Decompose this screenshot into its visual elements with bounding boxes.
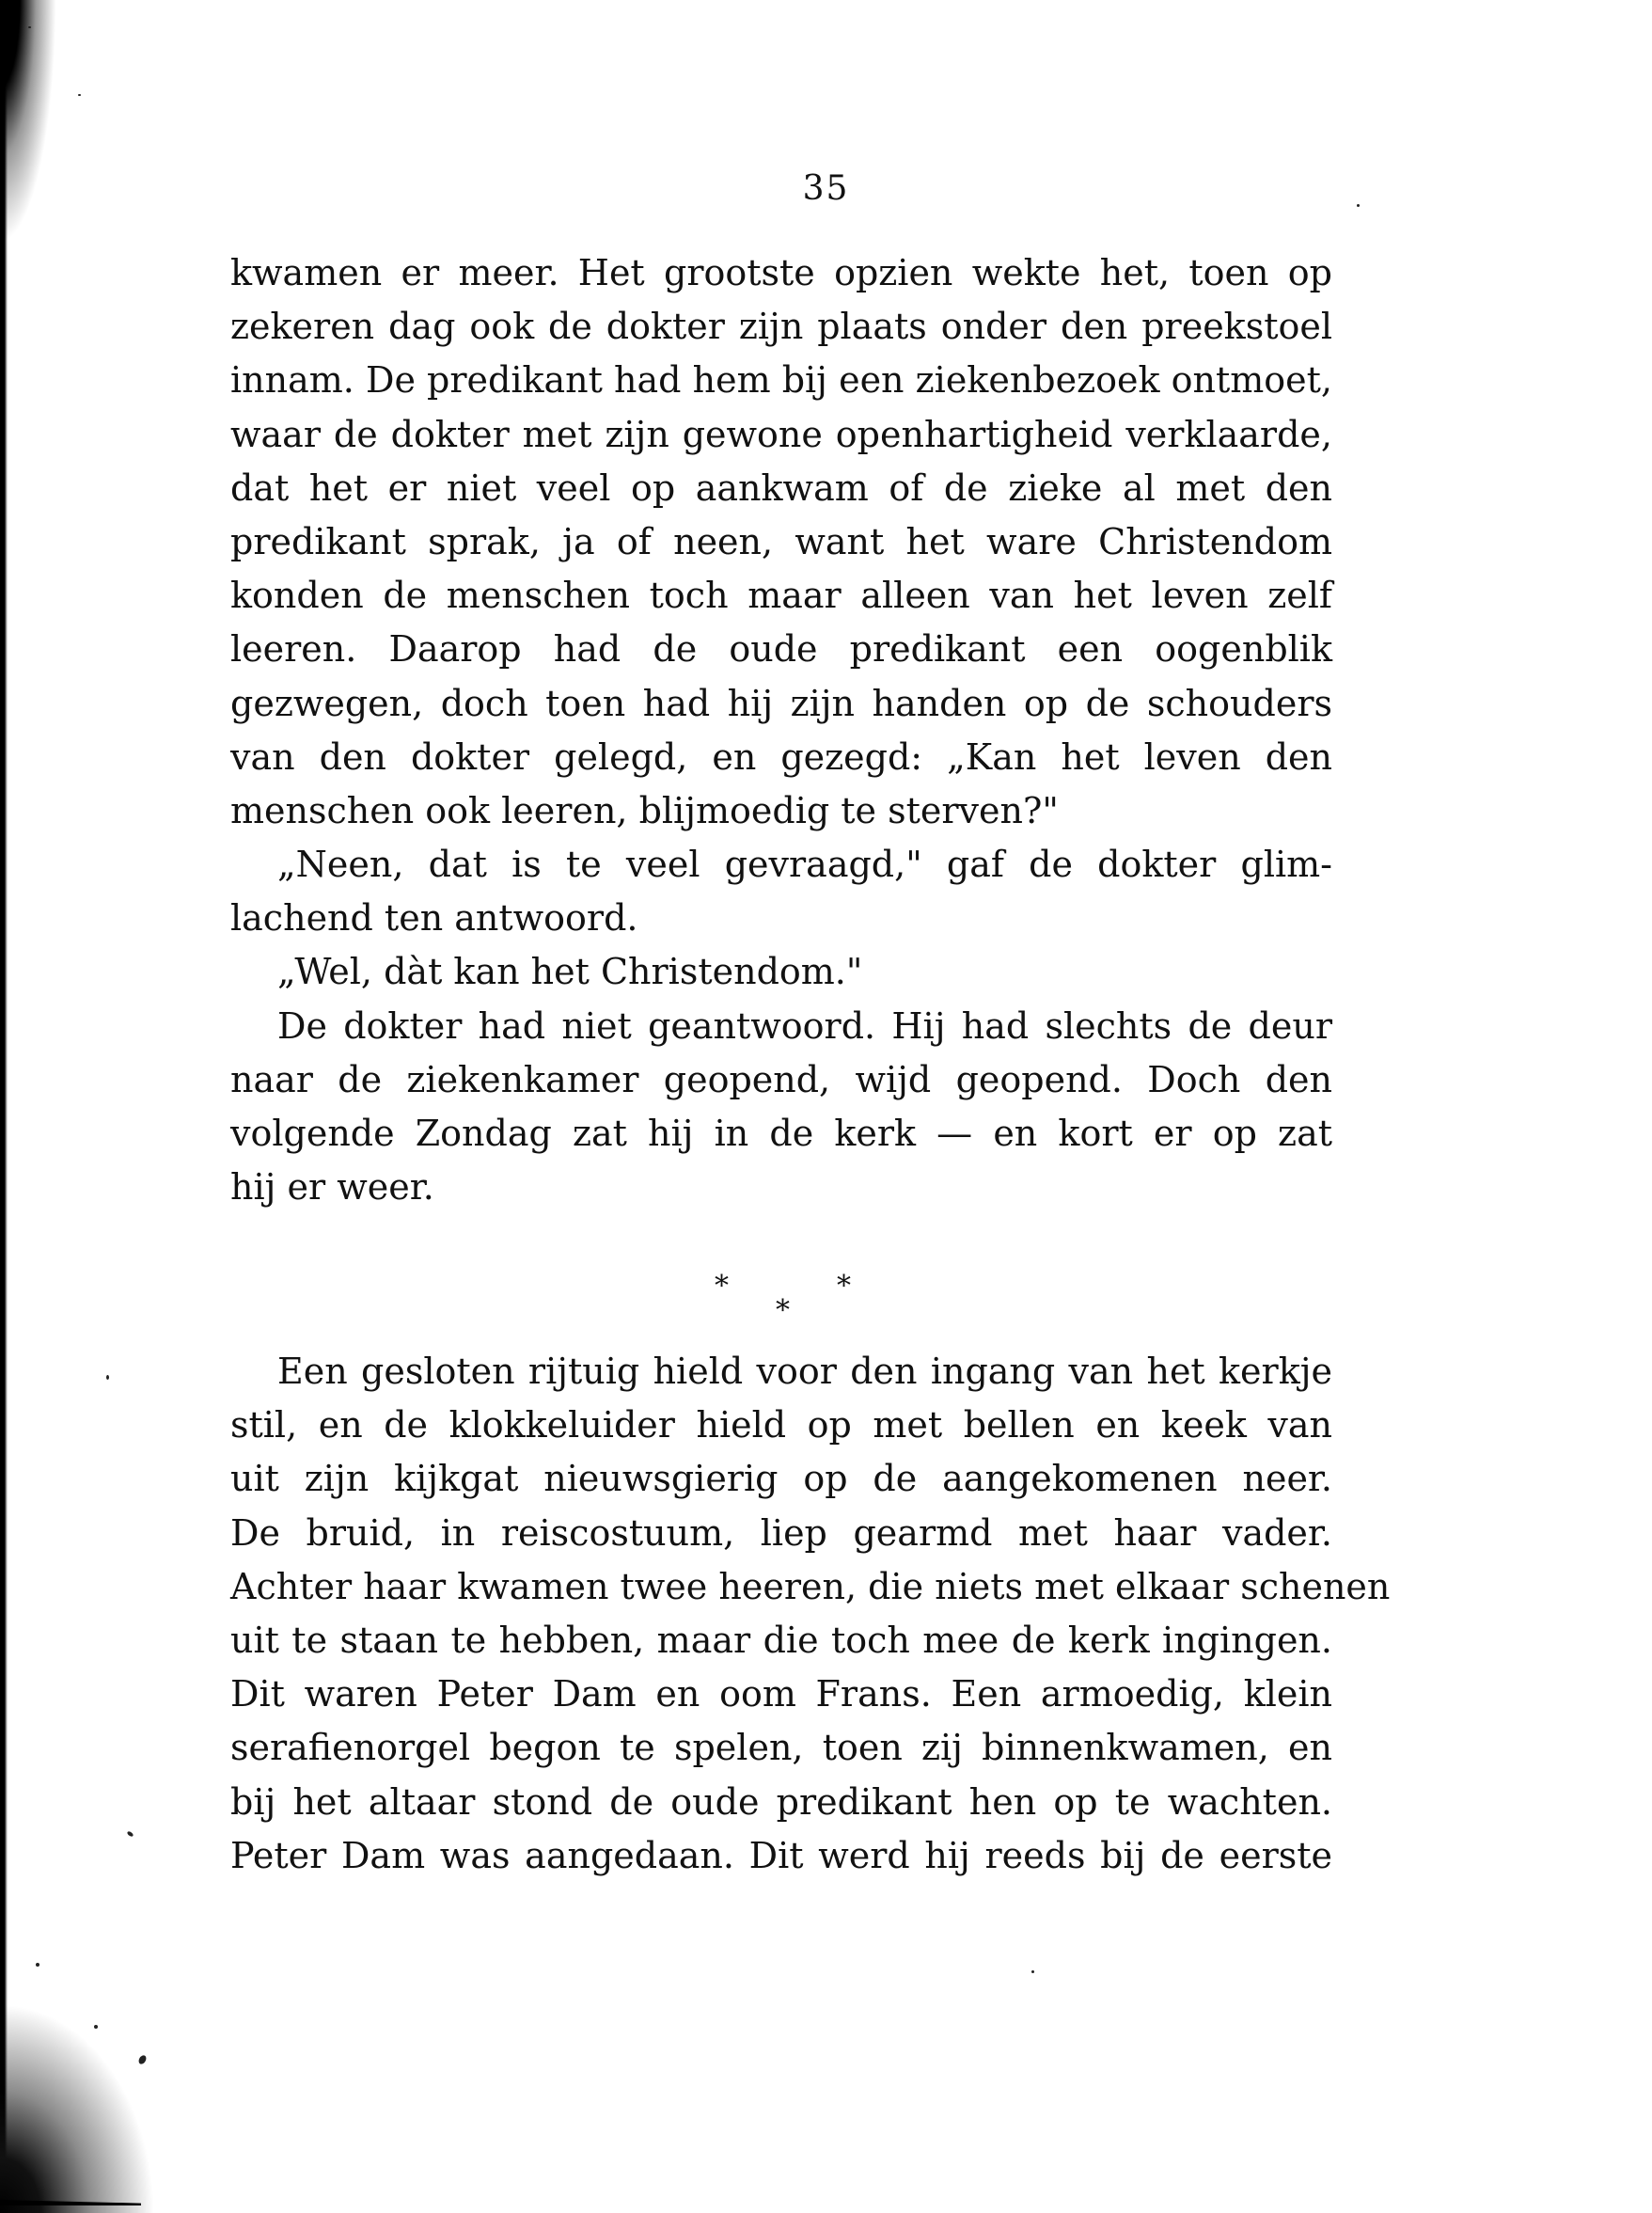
text-line: volgende Zondag zat hij in de kerk — en kort er op zat xyxy=(230,1113,1332,1154)
asterisk-icon: * xyxy=(715,1270,729,1303)
text-line: De dokter had niet geantwoord. Hij had slechts de deur xyxy=(277,1004,1332,1047)
scan-speck xyxy=(36,1963,39,1967)
asterisk-icon: * xyxy=(837,1270,851,1303)
text-line: kwamen er meer. Het grootste opzien wekte het, toen op xyxy=(230,252,1332,293)
text-line: serafienorgel begon te spelen, toen zij binnenkwamen, en xyxy=(230,1727,1332,1769)
text-line: zekeren dag ook de dokter zijn plaats onder den preekstoel xyxy=(230,306,1332,348)
paragraph xyxy=(230,945,1332,999)
scan-speck xyxy=(106,1375,109,1380)
text-line: Achter haar kwamen twee heeren, die niets met elkaar schenen xyxy=(230,1565,1391,1607)
text-line: gezwegen, doch toen had hij zijn handen op de schouders xyxy=(230,682,1332,724)
text-line: Een gesloten rijtuig hield voor den ingang van het kerkje xyxy=(277,1351,1332,1392)
text-line: predikant sprak, ja of neen, want het ware Christendom xyxy=(230,520,1332,562)
text-line: stil, en de klokkeluider hield op met bellen en keek van xyxy=(230,1404,1332,1446)
scan-speck xyxy=(94,2025,98,2029)
text-line: innam. De predikant had hem bij een ziekenbezoek ontmoet, xyxy=(230,359,1332,402)
text-line: De bruid, in reiscostuum, liep gearmd met haar vader. xyxy=(230,1511,1332,1554)
binding-edge-shadow xyxy=(0,0,8,2213)
top-corner-shadow xyxy=(0,0,56,245)
text-line: „Neen, dat is te veel gevraagd," gaf de dokter glim- xyxy=(277,844,1332,886)
text-line: uit zijn kijkgat nieuwsgierig op de aangekomenen neer. xyxy=(230,1458,1332,1500)
text-line: Peter Dam was aangedaan. Dit werd hij reeds bij de eerste xyxy=(230,1834,1332,1876)
text-line: dat het er niet veel op aankwam of de zieke al met den xyxy=(230,466,1332,509)
text-line: bij het altaar stond de oude predikant hen op te wachten. xyxy=(230,1780,1332,1823)
bottom-corner-shadow xyxy=(0,1997,160,2213)
text-line: Dit waren Peter Dam en oom Frans. Een armoedig, klein xyxy=(230,1673,1332,1715)
asterisk-icon: * xyxy=(776,1294,790,1327)
page-number: 35 xyxy=(802,169,850,208)
paragraph xyxy=(230,246,1332,838)
scan-speck xyxy=(1031,1970,1034,1973)
scan-speck xyxy=(28,26,31,28)
text-line: „Wel, dàt kan het Christendom." xyxy=(277,951,863,993)
scan-speck xyxy=(126,1830,134,1837)
text-line: menschen ook leeren, blijmoedig te sterven?" xyxy=(230,789,1059,831)
text-block-lower xyxy=(230,1345,1391,1883)
section-break xyxy=(705,1270,874,1326)
text-line: lachend ten antwoord. xyxy=(230,897,638,940)
scan-speck xyxy=(78,94,81,96)
text-line: naar de ziekenkamer geopend, wijd geopend. Doch den xyxy=(230,1058,1332,1100)
paragraph xyxy=(230,1000,1332,1215)
text-block-upper xyxy=(230,246,1332,1214)
paragraph xyxy=(230,1345,1391,1883)
text-line: van den dokter gelegd, en gezegd: „Kan het leven den xyxy=(230,735,1332,778)
text-line: konden de menschen toch maar alleen van het leven zelf xyxy=(230,575,1332,617)
paragraph xyxy=(230,838,1332,945)
text-line: hij er weer. xyxy=(230,1166,434,1209)
text-line: waar de dokter met zijn gewone openhartigheid verklaarde, xyxy=(230,413,1332,455)
text-line: leeren. Daarop had de oude predikant een oogenblik xyxy=(230,628,1332,671)
text-line: uit te staan te hebben, maar die toch mee de kerk ingingen. xyxy=(230,1619,1332,1661)
